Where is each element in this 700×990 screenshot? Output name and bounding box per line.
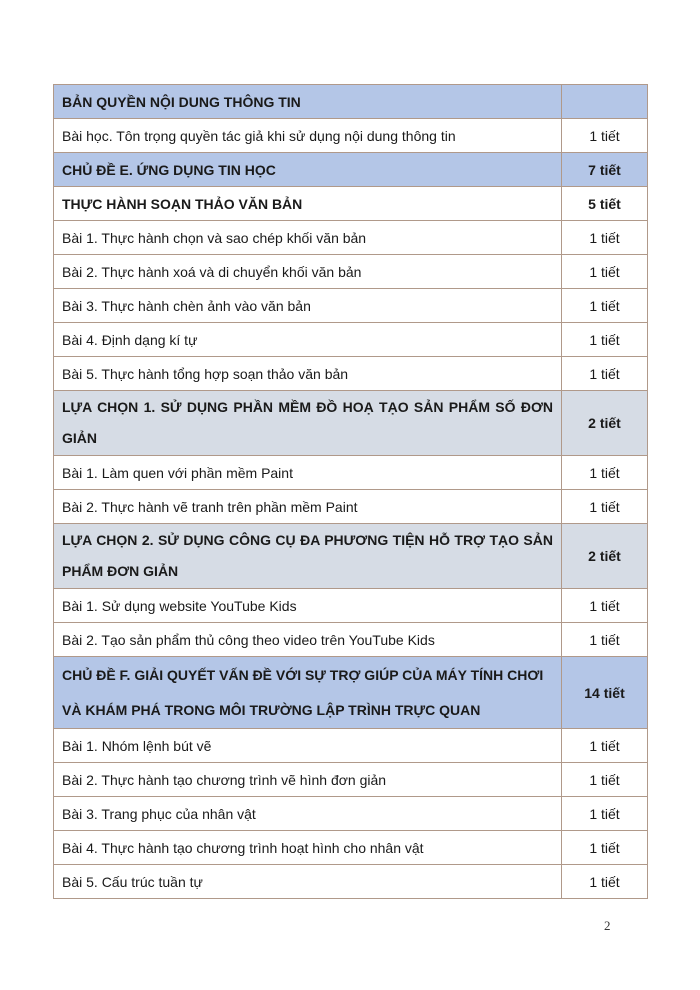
row-title: Bài học. Tôn trọng quyền tác giả khi sử dụng nội dung thông tin (54, 119, 562, 153)
table-row (54, 831, 648, 865)
table-row (54, 589, 648, 623)
row-title: Bài 5. Thực hành tổng hợp soạn thảo văn bản (54, 357, 562, 391)
table-row (54, 187, 648, 221)
row-title: CHỦ ĐỀ F. GIẢI QUYẾT VẤN ĐỀ VỚI SỰ TRỢ GIÚP CỦA MÁY TÍNH CHƠI VÀ KHÁM PHÁ TRONG MÔI TRƯỜNG LẬP TRÌNH TRỰC QUAN (54, 657, 562, 729)
table-row (54, 221, 648, 255)
table-row (54, 119, 648, 153)
table-row (54, 623, 648, 657)
row-hours: 1 tiết (562, 831, 648, 865)
row-title: Bài 1. Sử dụng website YouTube Kids (54, 589, 562, 623)
table-row (54, 456, 648, 490)
row-hours: 1 tiết (562, 289, 648, 323)
table-row (54, 490, 648, 524)
row-title: Bài 1. Thực hành chọn và sao chép khối văn bản (54, 221, 562, 255)
row-hours: 2 tiết (562, 391, 648, 456)
page-number: 2 (604, 918, 611, 933)
row-title: Bài 1. Làm quen với phần mềm Paint (54, 456, 562, 490)
table-row (54, 865, 648, 899)
table-row (54, 323, 648, 357)
row-title: Bài 2. Thực hành vẽ tranh trên phần mềm Paint (54, 490, 562, 524)
row-title: Bài 3. Thực hành chèn ảnh vào văn bản (54, 289, 562, 323)
row-hours: 1 tiết (562, 623, 648, 657)
row-title: Bài 4. Thực hành tạo chương trình hoạt hình cho nhân vật (54, 831, 562, 865)
row-hours (562, 85, 648, 119)
row-hours: 1 tiết (562, 119, 648, 153)
row-title: Bài 2. Thực hành xoá và di chuyển khối văn bản (54, 255, 562, 289)
table-row (54, 391, 648, 456)
row-hours: 1 tiết (562, 357, 648, 391)
row-hours: 5 tiết (562, 187, 648, 221)
table-row (54, 255, 648, 289)
row-title: Bài 2. Thực hành tạo chương trình vẽ hình đơn giản (54, 763, 562, 797)
curriculum-table (53, 84, 648, 899)
row-hours: 1 tiết (562, 729, 648, 763)
table-row (54, 289, 648, 323)
row-title: LỰA CHỌN 1. SỬ DỤNG PHẦN MỀM ĐỒ HOẠ TẠO SẢN PHẨM SỐ ĐƠN GIẢN (54, 391, 562, 456)
row-hours: 14 tiết (562, 657, 648, 729)
row-title: Bài 5. Cấu trúc tuần tự (54, 865, 562, 899)
row-title: CHỦ ĐỀ E. ỨNG DỤNG TIN HỌC (54, 153, 562, 187)
table-row (54, 729, 648, 763)
table-row (54, 357, 648, 391)
row-hours: 1 tiết (562, 490, 648, 524)
table-row (54, 85, 648, 119)
row-title: THỰC HÀNH SOẠN THẢO VĂN BẢN (54, 187, 562, 221)
table-row (54, 763, 648, 797)
row-title: BẢN QUYỀN NỘI DUNG THÔNG TIN (54, 85, 562, 119)
row-title: Bài 4. Định dạng kí tự (54, 323, 562, 357)
row-title: Bài 2. Tạo sản phẩm thủ công theo video trên YouTube Kids (54, 623, 562, 657)
table-row (54, 657, 648, 729)
row-hours: 1 tiết (562, 323, 648, 357)
row-hours: 1 tiết (562, 797, 648, 831)
row-title: Bài 1. Nhóm lệnh bút vẽ (54, 729, 562, 763)
table-row (54, 524, 648, 589)
row-hours: 1 tiết (562, 763, 648, 797)
row-hours: 1 tiết (562, 221, 648, 255)
row-title: Bài 3. Trang phục của nhân vật (54, 797, 562, 831)
table-row (54, 797, 648, 831)
table-row (54, 153, 648, 187)
row-hours: 2 tiết (562, 524, 648, 589)
row-hours: 1 tiết (562, 865, 648, 899)
row-hours: 7 tiết (562, 153, 648, 187)
row-hours: 1 tiết (562, 589, 648, 623)
row-hours: 1 tiết (562, 255, 648, 289)
row-hours: 1 tiết (562, 456, 648, 490)
row-title: LỰA CHỌN 2. SỬ DỤNG CÔNG CỤ ĐA PHƯƠNG TIỆN HỖ TRỢ TẠO SẢN PHẨM ĐƠN GIẢN (54, 524, 562, 589)
